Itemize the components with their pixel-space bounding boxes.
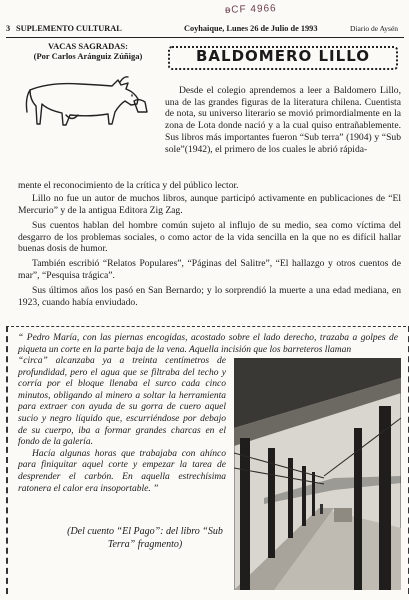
excerpt-paragraph-1: “circa” alcanzaba ya a treinta centímetros de profundidad, pero el agua que se filtraba del techo y corría por el bloque llenaba el surco cada cinco minutos, obligando al minero a soltar la herramienta para extraer con ayuda de su gorra de cuero aquel sucio y negro líquido que, escurriéndose por debajo de su cuerpo, iba a formar grandes charcas en el fondo de la galería.: [18, 356, 226, 448]
header-rule: [6, 37, 404, 38]
section-name: SUPLEMENTO CULTURAL: [16, 24, 122, 33]
column-author: (Por Carlos Aránguiz Zúñiga): [33, 51, 143, 61]
excerpt-paragraph-2: Hacía algunas horas que trabajaba con ahínco para finiquitar aquel corte y empezar la tarea de desprender el carbón. En aquella estrechísima ratonera el calor era insoportable. ”: [18, 448, 226, 494]
article-paragraph-5: Sus últimos años los pasó en San Bernardo; y lo sorprendió la muerte a una edad mediana, en 1923, cuando había enviudado.: [18, 285, 401, 308]
column-heading: [18, 41, 158, 61]
excerpt-opening: “ Pedro María, con las piernas encogidas, acostado sobre el lado derecho, trazaba a golpes de piqueta un corte en la parte baja de la vena. Aquella incisión que los barreteros llaman: [18, 333, 398, 355]
article-paragraph-3: Sus cuentos hablan del hombre común sujeto al influjo de su medio, sea como víctima del desgarro de los problemas sociales, o como actor de la vida sencilla en la que no es difícil hallar buenas dosis de humor.: [18, 220, 401, 255]
walkway-photo-icon: [234, 358, 401, 590]
paper-name: Diario de Aysén: [350, 24, 399, 33]
cow-icon: [20, 68, 160, 140]
excerpt-source: (Del cuento “El Pago”: del libro “Sub Terra” fragmento): [67, 526, 223, 550]
column-title: VACAS SAGRADAS:: [48, 41, 128, 51]
article-paragraph-1: Desde el colegio aprendemos a leer a Baldomero Lillo, una de las grandes figuras de la literatura chilena. Cuentista de nota, su universo literario se movió primordialmente en la zona de Lota donde nació y a la cual quiso entrañablemente. Sus libros más importantes fueron “Sub terra” (1904) y “Sub sole”(1942), el primero de los cuales le abrió rápida-: [165, 85, 401, 155]
excerpt-frame-top: [6, 326, 406, 327]
article-banner: [162, 42, 402, 72]
page-number: 3: [6, 24, 11, 33]
page-header: [6, 24, 404, 36]
dateline: Coyhaique, Lunes 26 de Julio de 1993: [184, 24, 318, 33]
article-title: BALDOMERO LILLO: [196, 47, 370, 65]
archive-stamp: ᴃCF 4966: [224, 3, 277, 16]
article-paragraph-4: También escribió “Relatos Populares”, “Páginas del Salitre”, “El hallazgo y otros cuentos de mar”, “Pesquisa trágica”.: [18, 258, 401, 281]
article-paragraph-2: Lillo no fue un autor de muchos libros, aunque participó activamente en publicaciones de “El Mercurio” y de la antigua Editora Zig Zag.: [18, 193, 401, 216]
article-paragraph-1-end: mente el reconocimiento de la crítica y del público lector.: [18, 180, 239, 191]
excerpt-body: [18, 356, 226, 495]
